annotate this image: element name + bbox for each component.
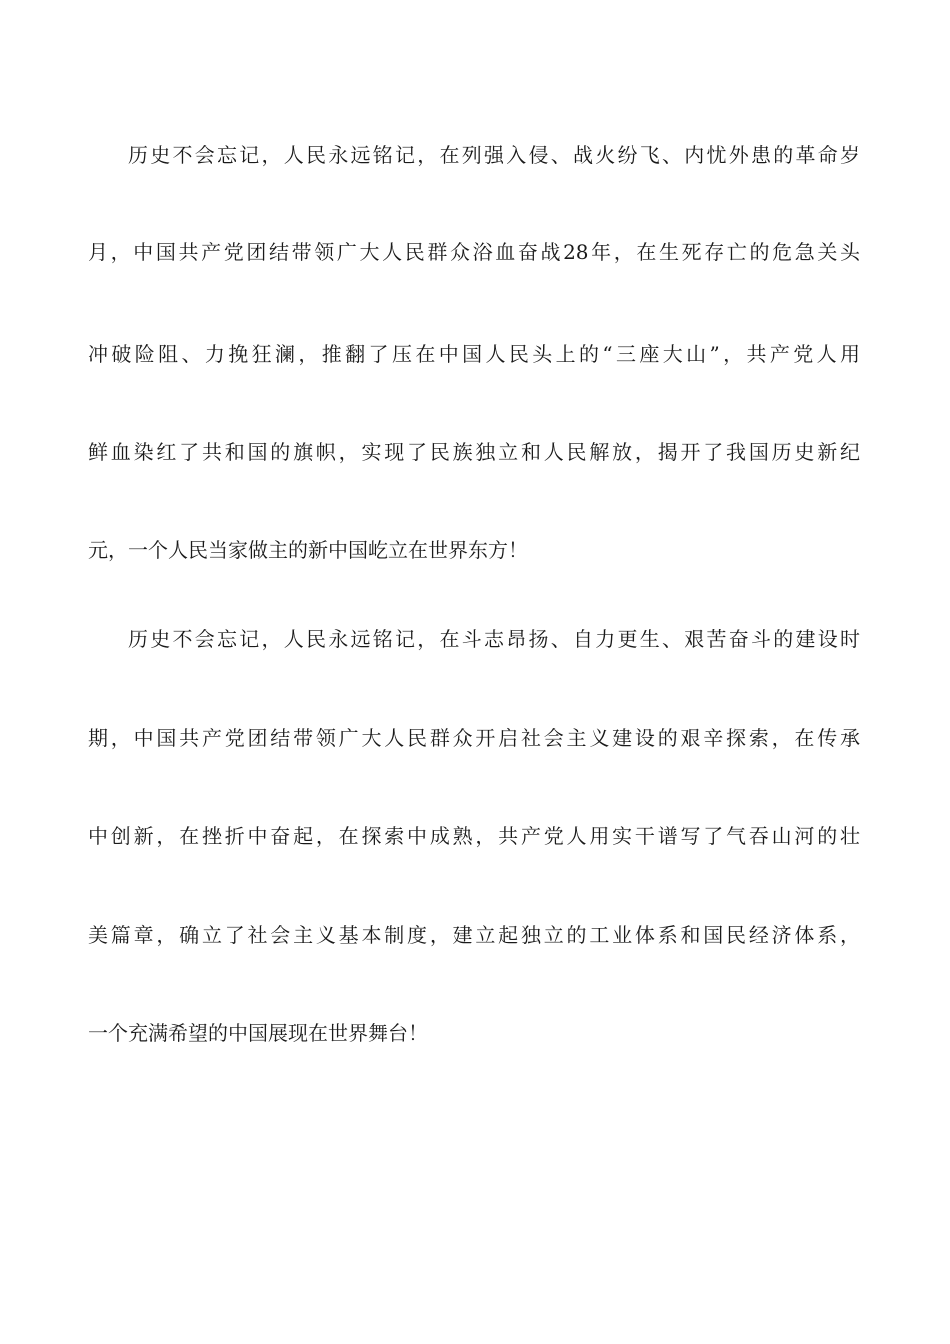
paragraph-1-line-2: 月，中国共产党团结带领广大人民群众浴血奋战28年，在生死存亡的危急关头 bbox=[88, 240, 860, 264]
paragraph-2-line-5: 一个充满希望的中国展现在世界舞台！ bbox=[88, 1021, 428, 1045]
paragraph-2-line-2: 期，中国共产党团结带领广大人民群众开启社会主义建设的艰辛探索，在传承 bbox=[88, 726, 860, 750]
paragraph-2-line-1: 历史不会忘记，人民永远铭记，在斗志昂扬、自力更生、艰苦奋斗的建设时 bbox=[128, 627, 860, 651]
paragraph-1-line-4: 鲜血染红了共和国的旗帜，实现了民族独立和人民解放，揭开了我国历史新纪 bbox=[88, 440, 860, 464]
paragraph-2-line-3: 中创新，在挫折中奋起，在探索中成熟，共产党人用实干谱写了气吞山河的壮 bbox=[88, 824, 860, 848]
paragraph-1-line-5: 元，一个人民当家做主的新中国屹立在世界东方！ bbox=[88, 538, 528, 562]
paragraph-1-line-1: 历史不会忘记，人民永远铭记，在列强入侵、战火纷飞、内忧外患的革命岁 bbox=[128, 143, 860, 167]
paragraph-2-line-4: 美篇章，确立了社会主义基本制度，建立起独立的工业体系和国民经济体系， bbox=[88, 923, 860, 947]
paragraph-1-line-3: 冲破险阻、力挽狂澜，推翻了压在中国人民头上的“三座大山”，共产党人用 bbox=[88, 342, 860, 366]
